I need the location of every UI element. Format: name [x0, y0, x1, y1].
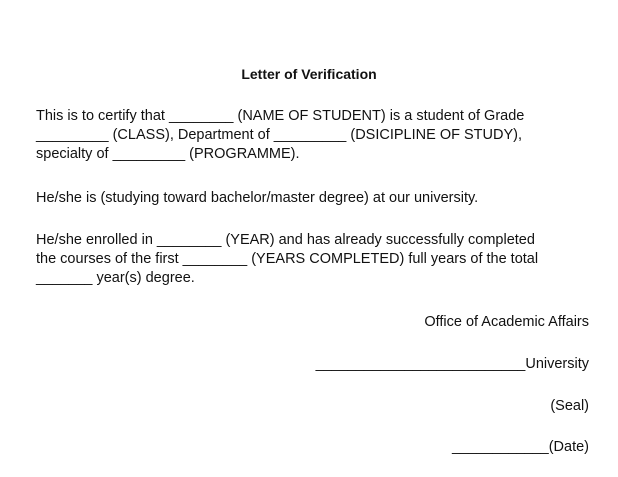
date-line: ____________(Date) — [451, 439, 589, 455]
paragraph-line: He/she enrolled in ________ (YEAR) and has already successfully completed — [36, 232, 535, 248]
paragraph-line: _________ (CLASS), Department of _________ (DSICIPLINE OF STUDY), — [36, 127, 522, 143]
study-status-paragraph — [36, 189, 596, 208]
paragraph-line: specialty of _________ (PROGRAMME). — [36, 146, 300, 162]
paragraph-line: _______ year(s) degree. — [36, 270, 195, 286]
office-name: Office of Academic Affairs — [424, 314, 589, 330]
letter-title: Letter of Verification — [241, 66, 377, 82]
university-line: __________________________University — [315, 356, 589, 372]
paragraph-line: This is to certify that ________ (NAME OF STUDENT) is a student of Grade — [36, 108, 525, 124]
paragraph-line: the courses of the first ________ (YEARS COMPLETED) full years of the total — [36, 251, 539, 267]
seal-placeholder: (Seal) — [550, 398, 589, 414]
enrollment-paragraph — [36, 231, 596, 288]
paragraph-line: He/she is (studying toward bachelor/master degree) at our university. — [36, 190, 479, 206]
certification-paragraph — [36, 107, 596, 164]
